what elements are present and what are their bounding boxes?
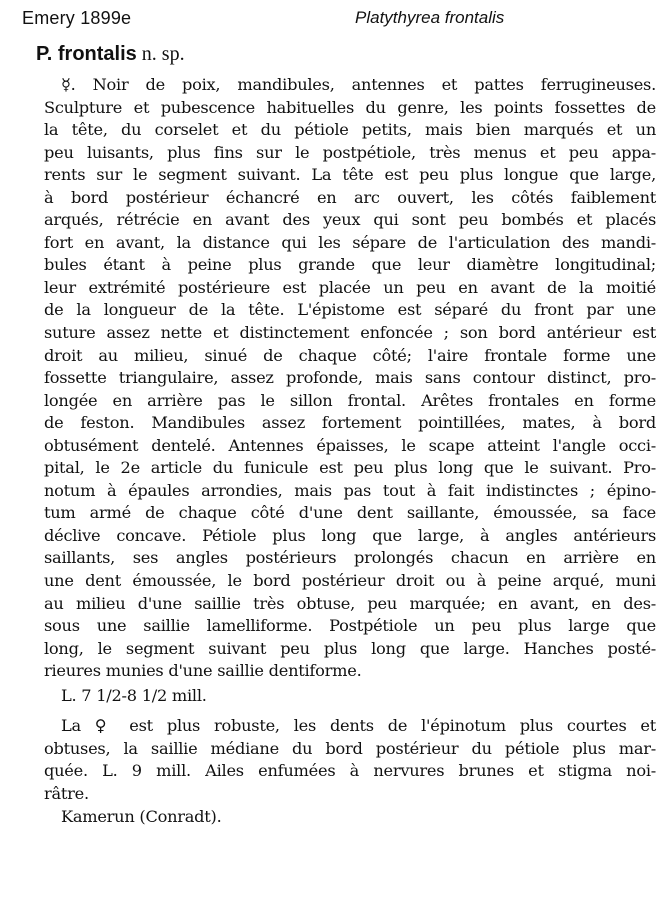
- text-line: bules étant à peine plus grande que leur diamètre longitudinal;: [44, 255, 656, 275]
- locality: Kamerun (Conradt).: [61, 806, 222, 826]
- species-name: P. frontalis: [36, 43, 137, 65]
- text-line: à bord postérieur échancré en arc ouvert, les côtés faiblement: [44, 187, 656, 207]
- text-line: suture assez nette et distinctement enfoncée ; son bord antérieur est: [44, 323, 656, 343]
- author-year-header: Emery 1899e: [22, 8, 132, 28]
- text-line: pital, le 2e article du funicule est peu plus long que le suivant. Pro-: [44, 458, 656, 478]
- female-description: [44, 715, 656, 805]
- text-line: La ♀ est plus robuste, les dents de l'épinotum plus courtes et: [61, 716, 656, 736]
- text-line: longée en arrière pas le sillon frontal. Arêtes frontales en forme: [44, 390, 656, 410]
- text-line: tum armé de chaque côté d'une dent saillante, émoussée, sa face: [44, 503, 656, 523]
- text-line: une dent émoussée, le bord postérieur droit ou à peine arqué, muni: [44, 571, 656, 591]
- text-line: rieures munies d'une saillie dentiforme.: [44, 661, 362, 681]
- new-species-label: n. sp.: [141, 43, 185, 65]
- text-line: au milieu d'une saillie très obtuse, peu marquée; en avant, en des-: [44, 593, 656, 613]
- worker-description: [44, 74, 656, 683]
- description-body: [44, 74, 656, 828]
- text-line: Sculpture et pubescence habituelles du genre, les points fossettes de: [44, 97, 656, 117]
- text-line: quée. L. 9 mill. Ailes enfumées à nervures brunes et stigma noi-: [44, 761, 656, 781]
- text-line: obtusément dentelé. Antennes épaisses, le scape atteint l'angle occi-: [44, 435, 656, 455]
- text-line: notum à épaules arrondies, mais pas tout à fait indistinctes ; épino-: [44, 480, 656, 500]
- species-title: [36, 43, 185, 66]
- text-line: obtuses, la saillie médiane du bord postérieur du pétiole plus mar-: [44, 738, 656, 758]
- text-line: râtre.: [44, 783, 89, 803]
- species-header: Platythyrea frontalis: [355, 8, 505, 27]
- text-line: ☿. Noir de poix, mandibules, antennes et pattes ferrugineuses.: [61, 75, 656, 94]
- text-line: de la longueur de la tête. L'épistome est séparé du front par une: [44, 300, 656, 320]
- text-line: fort en avant, la distance qui les sépare de l'articulation des mandi-: [44, 232, 656, 252]
- text-line: arqués, rétrécie en avant des yeux qui sont peu bombés et placés: [44, 210, 656, 230]
- text-line: leur extrémité postérieure est placée un peu en avant de la moitié: [44, 277, 656, 297]
- text-line: sous une saillie lamelliforme. Postpétiole un peu plus large que: [44, 616, 656, 636]
- text-line: de feston. Mandibules assez fortement pointillées, mates, à bord: [44, 413, 656, 433]
- text-line: droit au milieu, sinué de chaque côté; l'aire frontale forme une: [44, 345, 656, 365]
- text-line: saillants, ses angles postérieurs prolongés chacun en arrière en: [44, 548, 656, 568]
- text-line: rents sur le segment suivant. La tête est peu plus longue que large,: [44, 165, 656, 185]
- text-line: la tête, du corselet et du pétiole petits, mais bien marqués et un: [44, 120, 656, 140]
- text-line: peu luisants, plus fins sur le postpétiole, très menus et peu appa-: [44, 142, 656, 162]
- worker-measurement: L. 7 1/2-8 1/2 mill.: [61, 685, 207, 705]
- text-line: fossette triangulaire, assez profonde, mais sans contour distinct, pro-: [44, 368, 656, 388]
- text-line: déclive concave. Pétiole plus long que large, à angles antérieurs: [44, 525, 656, 545]
- text-line: long, le segment suivant peu plus long que large. Hanches posté-: [44, 638, 656, 658]
